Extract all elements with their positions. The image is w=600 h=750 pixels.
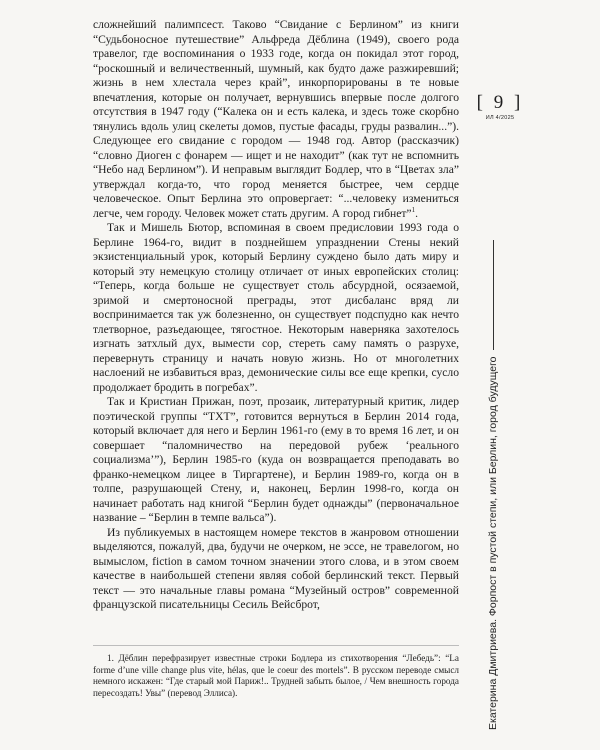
footnote (93, 653, 459, 699)
paragraph-2: Так и Мишель Бютор, вспоминая в своем предисловии 1993 года о Берлине 1964-го, видит в позднейшем упразднении Стены некий экзистенциальный урок, который Берлину суждено было дать миру и который эту немецкую столицу отличает от иных европейских столиц: “Теперь, когда больше не существует столь абсурдной, осязаемой, зримой и смертоносной преграды, этот дисбаланс вряд ли воспринимается так уж болезненно, он существует подспудно как нечто тлетворное, разъедающее, тягостное. Некоторым наверняка захотелось изгнать затхлый дух, вымести сор, стереть саму память о разрухе, перевернуть страницу и начать новую жизнь. Но от многолетних наслоений не избавиться враз, демонические силы все еще крепки, сусло продолжает бродить в погребах”. (93, 221, 459, 394)
issue-label: ИЛ 4/2025 (485, 115, 515, 121)
footnote-text: 1. Дёблин перефразирует известные строки Бодлера из стихотворения “Лебедь”: “La forme d’une ville change plus vite, hélas, que le coeur des mortels”. В русском переводе смысл немного искажен: “Где старый мой Париж!.. Трудней забыть былое, / Чем внешность города пересоздать! Увы” (перевод Эллиса). (93, 653, 459, 698)
running-head-text: Екатерина Дмитриева. Форпост в пустой степи, или Берлин, город будущего (487, 356, 499, 730)
paragraph-3: Так и Кристиан Прижан, поэт, прозаик, литературный критик, лидер поэтической группы “TXT”, готовится вернуться в Берлин 2014 года, который включает для него и Берлин 1961-го (ему в то время 16 лет, и он совершает “паломничество на передовой рубеж ‘реального социализма’”), Берлин 1985-го (куда он возвращается преподавать во франко-немецком лицее в Тиргартене), и Берлин 1989-го, когда он в толпе, разрушающей Стену, и, наконец, Берлин 1998-го, когда он начинает работать над книгой “Берлин будет однажды” (первоначальное название – “Берлин в темпе вальса”). (93, 395, 459, 524)
paragraph-4: Из публикуемых в настоящем номере текстов в жанровом отношении выделяются, пожалуй, два, будучи не очерком, не эссе, не травелогом, но вымыслом, fiction в самом точном значении этого слова, и в этом своем качестве в наибольшей степени являя собой берлинский текст. Первый текст — это начальные главы романа “Музейный остров” современной французской писательницы Сесиль Вейсброт, (93, 525, 459, 611)
paragraph-1-text: сложнейший палимпсест. Таково “Свидание с Берлином” из книги “Судьбоносное путешествие” Альфреда Дёблина (1949), своего рода травелог, где воспоминания о 1933 годе, когда он покидал этот город, “роскошный и величественный, шумный, как будто даже разжиревший; жизнь в нем хлестала через край”, инкорпорированы в те новые впечатления, которые он получает, вернувшись впервые после долгого отсутствия в 1947 году (“Калека он и есть калека, и здесь тоже скорбно тянулись вдоль улиц скелеты домов, пустые фасады, груды развалин...”). Следующее его свидание с городом — 1948 год. Автор (рассказчик) “словно Диоген с фонарем — ищет и не находит” (как тут не вспомнить “Небо над Берлином”). И неправым выглядит Бодлер, что в “Цветах зла” утверждал когда-то, что город меняется быстрее, чем сердце человеческое. Опыт Берлина это опровергает: “...человеку измениться легче, чем городу. Человек может стать другим. А город гибнет” (93, 18, 459, 220)
running-head (487, 240, 499, 730)
footnote-reference: 1 (411, 205, 416, 214)
paragraph-1: сложнейший палимпсест. Таково “Свидание с Берлином” из книги “Судьбоносное путешествие” Альфреда Дёблина (1949), своего рода травелог, где воспоминания о 1933 годе, когда он покидал этот город, “роскошный и величественный, шумный, как будто даже разжиревший; жизнь в нем хлестала через край”, инкорпорированы в те новые впечатления, которые он получает, вернувшись впервые после долгого отсутствия в 1947 году (“Калека он и есть калека, и здесь тоже скорбно тянулись вдоль улиц скелеты домов, пустые фасады, груды развалин...”). Следующее его свидание с городом — 1948 год. Автор (рассказчик) “словно Диоген с фонарем — ищет и не находит” (как тут не вспомнить “Небо над Берлином”). И неправым выглядит Бодлер, что в “Цветах зла” утверждал когда-то, что город меняется быстрее, чем сердце человеческое. Опыт Берлина это опровергает: “...человеку измениться легче, чем городу. Человек может стать другим. А город гибнет”$^1$. (93, 18, 459, 220)
page-number: [ 9 ] (476, 92, 524, 113)
footnote-divider (93, 645, 459, 646)
main-text (93, 18, 459, 613)
running-head-rule (493, 240, 494, 350)
